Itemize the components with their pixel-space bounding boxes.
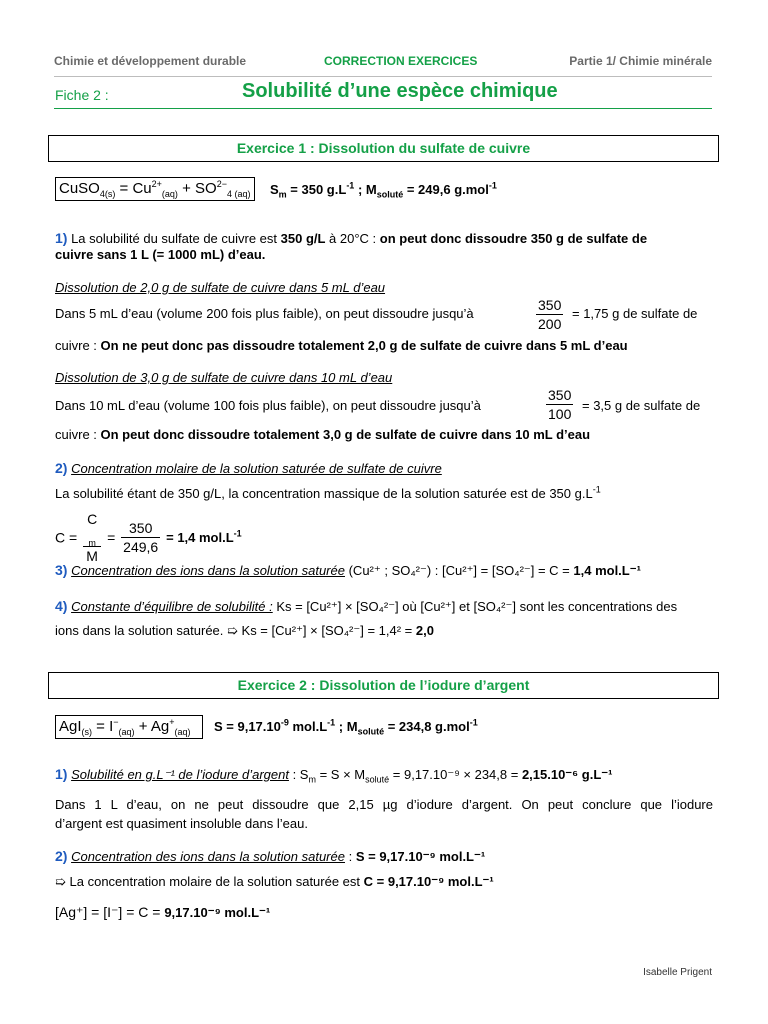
ex1-q2-text: La solubilité étant de 350 g/L, la concentration massique de la solution saturée est de 350 $g.L^{-1}$ bbox=[55, 484, 601, 501]
ex1-q3: 3) Concentration des ions dans la solution saturée (Cu²⁺ ; SO₄²⁻) : [Cu²⁺] = [SO₄²⁻] = C = 1,4 mol.L⁻¹ bbox=[55, 562, 641, 578]
ex1-fraction-b: $\frac{350}{100}$ bbox=[548, 387, 572, 422]
title-rule bbox=[54, 108, 712, 109]
ex2-q1-para1: Dans 1 L d’eau, on ne peut dissoudre que 2,15 µg d’iodure d’argent. On peut conclure que l’iodure bbox=[55, 797, 713, 812]
ex1-concentration-formula: C = C $_m$ M = $\frac{350}{249,6}$ = 1,4 $mol.L^{-1}$ bbox=[55, 511, 242, 564]
ex2-q1-para2: d’argent est quasiment insoluble dans l’eau. bbox=[55, 816, 308, 831]
exercise-1-heading: Exercice 1 : Dissolution du sulfate de cuivre bbox=[48, 135, 719, 162]
page-title: Solubilité d’une espèce chimique bbox=[242, 80, 558, 102]
header-rule bbox=[54, 76, 712, 77]
arrow-icon: ➯ bbox=[227, 623, 238, 638]
ex2-q2-final: [Ag⁺] = [I⁻] = C = 9,17.10⁻⁹ mol.L⁻¹ bbox=[55, 904, 271, 920]
ex2-data: $S = 9,17.10^{-9}$ $mol.L^{-1}$ ; $M_{soluté} = 234,8$ g.mol$^{-1}$ bbox=[214, 717, 478, 737]
ex1-sub-a-line2: cuivre : On ne peut donc pas dissoudre totalement 2,0 g de sulfate de cuivre dans 5 mL d’eau bbox=[55, 338, 628, 353]
header-center: CORRECTION EXERCICES bbox=[324, 54, 478, 68]
ex2-q2-title: 2) Concentration des ions dans la solution saturée : S = 9,17.10⁻⁹ mol.L⁻¹ bbox=[55, 848, 486, 864]
ex1-fraction-a: $\frac{350}{200}$ bbox=[538, 297, 562, 332]
ex1-sub-b-text: Dans 10 mL d’eau (volume 100 fois plus faible), on peut dissoudre jusqu’à bbox=[55, 398, 481, 413]
ex1-data: $S_m = 350$ $g.L^{-1}$ ; $M_{soluté} = 249,6$ g.mol$^{-1}$ bbox=[270, 180, 497, 200]
ex1-sub-a-text: Dans 5 mL d’eau (volume 200 fois plus faible), on peut dissoudre jusqu’à bbox=[55, 306, 474, 321]
ex1-q4-line2: ions dans la solution saturée. ➯ Ks = [Cu²⁺] × [SO₄²⁻] = 1,4² = 2,0 bbox=[55, 623, 434, 638]
ex1-q1-line1: 1) La solubilité du sulfate de cuivre est 350 g/L à 20°C : on peut donc dissoudre 350 g de sulfate de bbox=[55, 230, 648, 246]
ex1-sub-b-line2: cuivre : On peut donc dissoudre totalement 3,0 g de sulfate de cuivre dans 10 mL d’eau bbox=[55, 427, 591, 442]
header-left: Chimie et développement durable bbox=[54, 54, 247, 68]
ex2-equation-box: $AgI_{(s)} = I^-_{(aq)} + Ag^+_{(aq)}$ bbox=[55, 715, 203, 739]
page-header bbox=[54, 54, 712, 70]
ex1-sub-b-result: = 3,5 g de sulfate de bbox=[582, 398, 701, 413]
ex2-q1: 1) Solubilité en g.L⁻¹ de l’iodure d’argent : $S_m = S \times M_{soluté} = 9,17.10^{-9} \times 234,8 = 2,15.10^{-6}$ g.L⁻¹ bbox=[55, 766, 613, 785]
fiche-label: Fiche 2 : bbox=[55, 87, 109, 103]
ex1-q4-line1: 4) Constante d’équilibre de solubilité : Ks = [Cu²⁺] × [SO₄²⁻] où [Cu²⁺] et [SO₄²⁻] sont les concentrations des bbox=[55, 598, 678, 614]
arrow-icon: ➯ bbox=[55, 874, 66, 889]
exercise-2-heading: Exercice 2 : Dissolution de l’iodure d’argent bbox=[48, 672, 719, 699]
ex1-sub-a-result: = 1,75 g de sulfate de bbox=[572, 306, 698, 321]
ex1-q1-line2: cuivre sans 1 L (= 1000 mL) d’eau. bbox=[55, 247, 266, 262]
ex1-subtitle-a: Dissolution de 2,0 g de sulfate de cuivre dans 5 mL d’eau bbox=[55, 280, 386, 295]
header-right: Partie 1/ Chimie minérale bbox=[569, 54, 712, 68]
author-footer: Isabelle Prigent bbox=[643, 967, 712, 978]
ex1-q2-title: 2) Concentration molaire de la solution saturée de sulfate de cuivre bbox=[55, 460, 442, 476]
ex1-equation-box: CuSO$_{4(s)}$ = $Cu^{2+}_{(aq)} + SO^{2-}_{4 (aq)}$ bbox=[55, 177, 255, 201]
ex2-q2-text: ➯ La concentration molaire de la solution saturée est C = 9,17.10⁻⁹ mol.L⁻¹ bbox=[55, 874, 494, 889]
ex1-subtitle-b: Dissolution de 3,0 g de sulfate de cuivre dans 10 mL d’eau bbox=[55, 370, 393, 385]
